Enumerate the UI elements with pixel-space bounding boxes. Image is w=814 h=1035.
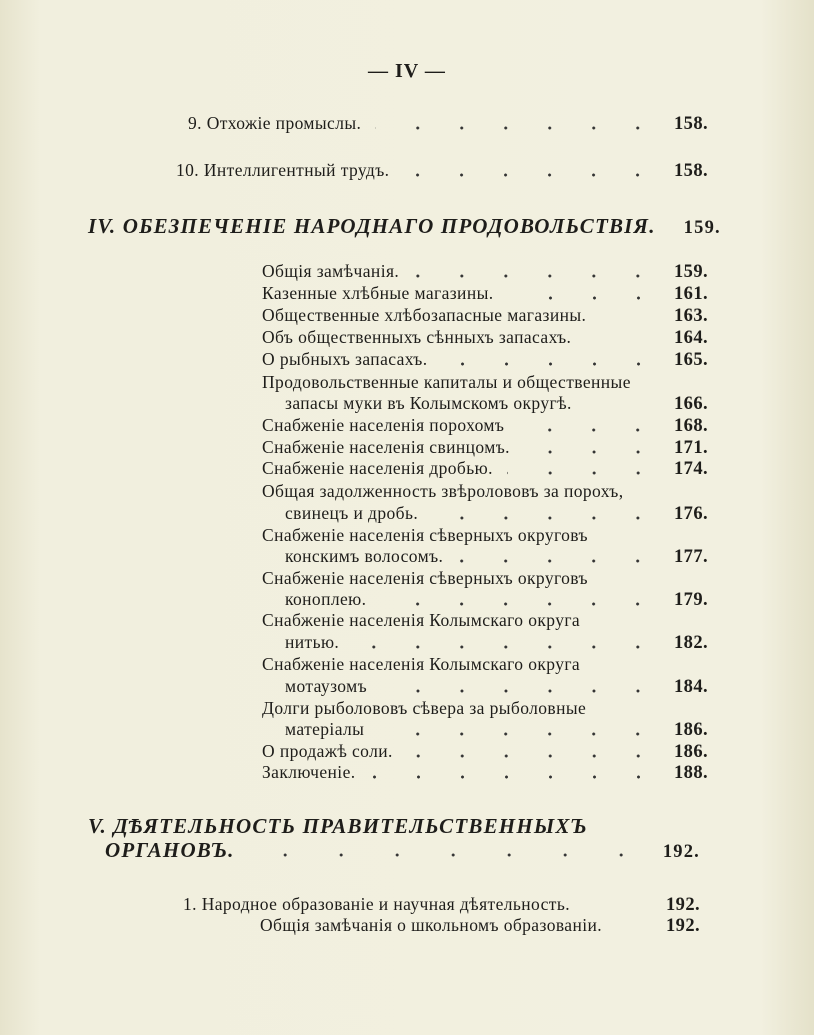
entry-title: коноплею. <box>285 589 367 609</box>
dot-leader <box>375 126 660 130</box>
dot-leader <box>616 928 652 932</box>
entry-title: Общія замѣчанія о школьномъ образованіи. <box>260 915 603 935</box>
toc-entry <box>262 305 708 327</box>
dot-leader <box>370 775 661 779</box>
page-number: 164. <box>674 328 708 348</box>
entry-title: свинецъ и дробь. <box>285 503 419 523</box>
page-number: 171. <box>674 438 708 458</box>
page-number: 179. <box>674 590 708 610</box>
toc-entry <box>262 762 708 784</box>
entry-title: Снабженіе населенія Колымскаго округа <box>262 610 581 630</box>
entry-title: О продажѣ соли. <box>262 741 393 761</box>
entry-title: ОРГАНОВЪ. <box>105 838 235 862</box>
entry-title: Продовольственные капиталы и общественные <box>262 372 631 392</box>
entry-title: Снабженіе населенія порохомъ <box>262 415 505 435</box>
entry-title: 1. Народное образованіе и научная дѣятельность. <box>183 894 570 914</box>
dot-leader <box>524 450 660 454</box>
entry-title: Объ общественныхъ сѣнныхъ запасахъ. <box>262 327 572 347</box>
entry-title: нитью. <box>285 632 340 652</box>
dot-leader <box>403 173 660 177</box>
dot-leader <box>594 667 694 671</box>
entry-title: IV. ОБЕЗПЕЧЕНІЕ НАРОДНАГО ПРОДОВОЛЬСТВІЯ. <box>88 214 656 238</box>
dot-leader <box>602 581 694 585</box>
entry-title: Снабженіе населенія свинцомъ. <box>262 437 510 457</box>
toc-entry <box>262 654 708 675</box>
entry-title: 9. Отхожіе промыслы. <box>188 113 362 133</box>
page-number: 168. <box>674 416 708 436</box>
dot-leader <box>586 406 660 410</box>
entry-title: V. ДѢЯТЕЛЬНОСТЬ ПРАВИТЕЛЬСТВЕННЫХЪ <box>88 814 588 838</box>
entry-title: Казенные хлѣбные магазины. <box>262 283 494 303</box>
page-number: 159. <box>674 262 708 282</box>
dot-leader <box>413 274 660 278</box>
page-number: 161. <box>674 284 708 304</box>
dot-leader <box>518 428 660 432</box>
page-number: 165. <box>674 350 708 370</box>
page-number: 186. <box>674 742 708 762</box>
dot-leader <box>381 689 660 693</box>
entry-title: Общественные хлѣбозапасные магазины. <box>262 305 587 325</box>
page-number: 192. <box>666 895 700 915</box>
entry-title: Заключеніе. <box>262 762 356 782</box>
toc-entry <box>262 458 708 480</box>
toc-entry <box>262 372 708 393</box>
entry-title: О рыбныхъ запасахъ. <box>262 349 428 369</box>
toc-entry <box>285 503 708 525</box>
page-number: 166. <box>674 394 708 414</box>
page-number: 186. <box>674 720 708 740</box>
toc-entry <box>188 113 708 135</box>
dot-leader <box>457 559 660 563</box>
dot-leader <box>407 754 660 758</box>
toc-entry <box>262 283 708 305</box>
toc-entry <box>176 160 708 182</box>
toc-entry <box>262 698 708 719</box>
page-number: 163. <box>674 306 708 326</box>
toc-entry <box>262 415 708 437</box>
toc-entry <box>285 589 708 611</box>
dot-leader <box>594 623 694 627</box>
entry-title: мотаузомъ <box>285 676 368 696</box>
toc-entry <box>262 525 708 546</box>
entry-title: Снабженіе населенія сѣверныхъ округовъ <box>262 568 588 588</box>
entry-title: Общія замѣчанія. <box>262 261 400 281</box>
dot-leader <box>637 494 694 498</box>
entry-title: Снабженіе населенія сѣверныхъ округовъ <box>262 525 588 545</box>
toc-entry <box>285 632 708 654</box>
dot-leader <box>507 471 660 475</box>
dot-leader <box>353 645 660 649</box>
page-number: 158. <box>674 114 708 134</box>
entry-title: запасы муки въ Колымскомъ округѣ. <box>285 393 572 413</box>
page-number: 177. <box>674 547 708 567</box>
dot-leader <box>508 296 660 300</box>
page-number: 159. <box>683 218 721 238</box>
toc-entry <box>105 838 700 863</box>
toc-entry <box>262 261 708 283</box>
page-number: 188. <box>674 763 708 783</box>
page-number: 182. <box>674 633 708 653</box>
entry-title: матеріалы <box>285 719 365 739</box>
toc-entry <box>262 481 708 502</box>
entry-title: 10. Интеллигентный трудъ. <box>176 160 390 180</box>
page-number: 184. <box>674 677 708 697</box>
dot-leader <box>378 732 660 736</box>
page-number: 174. <box>674 459 708 479</box>
toc-entry <box>285 393 708 415</box>
page-number: 158. <box>674 161 708 181</box>
dot-leader <box>442 362 661 366</box>
dot-leader <box>585 340 660 344</box>
toc-entry <box>260 915 700 937</box>
dot-leader <box>432 516 660 520</box>
entry-title: Снабженіе населенія дробью. <box>262 458 493 478</box>
toc-entry <box>285 546 708 568</box>
dot-leader <box>645 385 694 389</box>
entry-title: конскимъ волосомъ. <box>285 546 444 566</box>
entry-title: Общая задолженность звѣролововъ за порохъ, <box>262 481 624 501</box>
dot-leader <box>380 602 660 606</box>
toc-entry <box>285 676 708 698</box>
entry-title: Долги рыболововъ сѣвера за рыболовные <box>262 698 587 718</box>
dot-leader <box>584 907 652 911</box>
toc-entry <box>88 814 700 839</box>
toc-entry <box>88 214 721 239</box>
page-number: 176. <box>674 504 708 524</box>
dot-leader <box>249 853 649 857</box>
toc-entry <box>262 349 708 371</box>
toc-entry <box>183 894 700 916</box>
toc-entry <box>262 568 708 589</box>
page-number: 192. <box>666 916 700 936</box>
dot-leader <box>602 538 694 542</box>
dot-leader <box>600 318 660 322</box>
dot-leader <box>600 711 694 715</box>
toc-entry <box>262 741 708 763</box>
toc-entry <box>262 327 708 349</box>
toc-entry <box>262 437 708 459</box>
page-number: 192. <box>662 842 700 862</box>
entry-title: Снабженіе населенія Колымскаго округа <box>262 654 581 674</box>
toc-entry <box>262 610 708 631</box>
dot-leader <box>602 829 686 833</box>
toc-entry <box>285 719 708 741</box>
page-header: — IV — <box>368 60 446 82</box>
